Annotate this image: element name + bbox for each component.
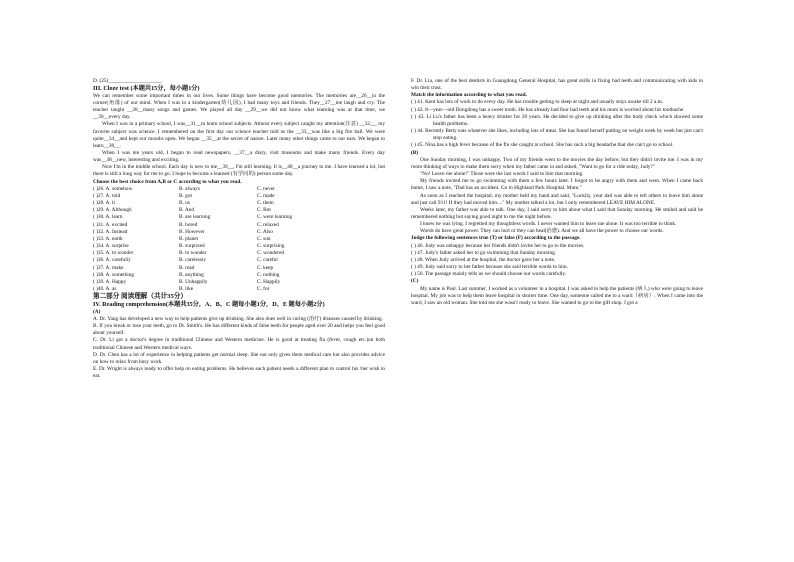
passage-b-paragraph-1: One Sunday morning, I was unhappy. Two of my friends went to the movies the day before, but they didn't invite me. I was in my room thinking of ways to make them sorry when my father came in and asked, "Want to go for a ride today, Judy?" bbox=[411, 156, 703, 170]
question-41: ( ) 41. Kent has lots of work to do every day. He has trouble getting to sleep at night and usually stays awake till 2 a.m. bbox=[411, 99, 664, 106]
option-row-34 bbox=[93, 243, 385, 250]
part-two-title: 第二部分 阅读理解（共计35分） bbox=[93, 293, 187, 301]
section-a-label: (A) bbox=[93, 308, 101, 315]
option-31-b: B. bored bbox=[179, 221, 198, 228]
cloze-paragraph-3: When I was ten years old, I began to read newspapers, __37__a diary, visit museums and make many friends. Every day was__38__new, interesting and exciting. bbox=[93, 150, 385, 164]
option-39-c: C. Happily bbox=[257, 278, 281, 285]
match-instruction: Match the information according to what you read. bbox=[411, 92, 527, 99]
option-33-c: C. sun bbox=[257, 235, 271, 242]
option-32-c: C. Also bbox=[257, 228, 273, 235]
cloze-paragraph-1: We can remember some important times in our lives. Some things have become good memories. The memories are__26__in the corner(角落) of our mind. When I was in a kindergarten(幼儿园), I had many toys and friends. They__27__me laugh and cry. The teacher taught __28__many songs and games. We played all day __29__we did not know what learning was at that time, we __30__every day. bbox=[93, 92, 385, 121]
passage-b-paragraph-3: My friends invited me to go swimming with them a few hours later. I forgot to be angry with them and went. When I came back home, I saw a note, "Dad has an accident. Go to Highland Park Hospital. Mum." bbox=[411, 178, 703, 192]
option-34-a: ( )34. A. surprise bbox=[93, 243, 129, 250]
option-26-a: ( )26. A. somehow bbox=[93, 185, 133, 192]
option-37-c: C. keep bbox=[257, 264, 274, 271]
option-33-b: B. planet bbox=[179, 235, 199, 242]
right-column bbox=[411, 78, 703, 307]
doctor-item-f: F. Dr. Liu, one of the best dentists in Guangdong General Hospital, has great skills in fixing bad teeth and communicating with kids to win their trust. bbox=[411, 78, 703, 92]
option-34-c: C. surprising bbox=[257, 243, 285, 250]
option-row-38 bbox=[93, 272, 385, 279]
passage-c-paragraph-1: My name is Paul. Last summer, I worked as a volunteer in a hospital. I was asked to help the patients (病人) who were going to leave hospital. My job was to help them leave hospital in shorter time. One day, someone called me to a ward（病房）. When I came into the ward, I saw an old woman. She told me she wasn't ready to leave. She wanted to go to the gift shop. I got a bbox=[411, 285, 703, 306]
option-32-b: B. However bbox=[179, 228, 205, 235]
option-28-b: B. us bbox=[179, 200, 190, 207]
option-row-30 bbox=[93, 214, 385, 221]
option-40-b: B. like bbox=[179, 285, 194, 292]
option-35-c: C. wondered bbox=[257, 250, 285, 257]
doctor-item-b: B. If you break or lose your teeth, go to Dr. Smith's. He has different kinds of false teeth for people aged over 20 and helps you feel good about yourself. bbox=[93, 323, 385, 337]
option-32-a: ( )32. A. Instead bbox=[93, 228, 128, 235]
option-40-c: C. for bbox=[257, 285, 270, 292]
cloze-paragraph-2: When I was in a primary school, I was__31__to learn school subjects. Almost every subject caught my attention(注意) __32__, my favorite subject was science. I remembered on the first day our science teacher told us the __33__was like a big fire ball. We were quite__34__and kept our mouths open. We began __35__at the secret of nature. Later many other things came to our ears. We began to learn__36__. bbox=[93, 121, 385, 149]
cloze-instruction: Choose the best choice from A,B or C according to what you read. bbox=[93, 178, 242, 185]
question-43: ( ) 43. Li Lu's father has been a heavy drinker for 20 years. He decided to give up drinking after the body check which showed some health problems. bbox=[411, 113, 703, 127]
question-47: ( ) 47. Judy's father asked her to go swimming that Sunday morning. bbox=[411, 249, 557, 256]
option-26-b: B. always bbox=[179, 185, 200, 192]
option-row-39 bbox=[93, 279, 385, 286]
cloze-paragraph-4: Now I'm in the middle school. Each day is new to me__39__, I'm still learning. It is__40__a journey to me. I have learned a lot, but there is still a long way for me to go. I hope to become a learned (有学问的) person some day. bbox=[93, 164, 385, 178]
option-row-27 bbox=[93, 193, 385, 200]
cloze-test-title: III. Cloze test (本题共15分，每小题1分) bbox=[93, 85, 200, 93]
option-30-b: B. are learning bbox=[179, 214, 211, 221]
doctor-item-c: C. Dr. Li got a doctor's degree in traditional Chinese and Western medicine. He is good at treating flu (fever, cough etc.)on both traditional Chinese and Western medical ways. bbox=[93, 337, 385, 351]
option-31-a: ( )31. A. excited bbox=[93, 221, 128, 228]
option-31-c: C. relaxed bbox=[257, 221, 279, 228]
option-row-29 bbox=[93, 207, 385, 214]
question-42: ( ) 42. 8—year—old Dongdong has a sweet tooth. He has already had four bad teeth and his mum is worried about his toothache. bbox=[411, 106, 685, 113]
option-36-c: C. careful bbox=[257, 257, 278, 264]
option-34-b: B. surprised bbox=[179, 243, 205, 250]
left-column bbox=[93, 78, 385, 380]
option-38-c: C. nothing bbox=[257, 271, 280, 278]
option-38-a: ( )38. A. something bbox=[93, 271, 135, 278]
option-35-b: B. to wonder bbox=[179, 250, 207, 257]
question-46: ( ) 46. Judy was unhappy because her friends didn't invite her to go to the movies. bbox=[411, 242, 585, 249]
cloze-options bbox=[93, 186, 385, 293]
option-37-a: ( )37. A. make bbox=[93, 264, 124, 271]
passage-b-paragraph-2: "No! Leave me alone!" Those were the last words I said to him that morning. bbox=[420, 171, 584, 178]
option-row-26 bbox=[93, 186, 385, 193]
option-38-b: B. anything bbox=[179, 271, 204, 278]
answer-line-25: D. (25)____________________. bbox=[93, 78, 163, 84]
option-36-a: ( )36. A. carefully bbox=[93, 257, 131, 264]
passage-b-paragraph-6: I knew he was lying. I regretted my thoughtless words. I never wanted him to leave me alone. It was too terrible to think. bbox=[420, 221, 677, 228]
option-27-a: ( )27. A. told bbox=[93, 192, 121, 199]
option-40-a: ( )40. A. as bbox=[93, 285, 117, 292]
passage-b-paragraph-7: Words do have great power. They can hurt or they can heal(治愈). And we all have the power to choose our words. bbox=[420, 228, 664, 235]
option-row-28 bbox=[93, 200, 385, 207]
question-44: ( ) 44. Recently Betty eats whatever she likes, including lots of meat. She has found herself putting on weight week by week but just can't stop eating. bbox=[411, 128, 703, 142]
option-29-b: B. And bbox=[179, 207, 195, 214]
option-36-b: B. carelessly bbox=[179, 257, 207, 264]
option-28-a: ( )28. A. it bbox=[93, 200, 115, 207]
option-35-a: ( )35. A. to wonder bbox=[93, 250, 134, 257]
option-row-32 bbox=[93, 229, 385, 236]
option-39-b: B. Unhappily bbox=[179, 278, 208, 285]
question-48: ( ) 48. When Judy arrived at the hospital, the doctor gave her a note. bbox=[411, 256, 556, 263]
option-39-a: ( )39. A. Happy bbox=[93, 278, 127, 285]
section-c-label: (C) bbox=[411, 278, 419, 285]
option-row-35 bbox=[93, 250, 385, 257]
passage-b-paragraph-5: Weeks later, my father was able to talk. One day, I said sorry to him about what I said that Sunday morning. He smiled and said he remembered nothing but saying good night to me the night before. bbox=[411, 206, 703, 220]
option-37-b: B. read bbox=[179, 264, 195, 271]
option-row-36 bbox=[93, 257, 385, 264]
passage-b-paragraph-4: As soon as I reached the hospital, my mother held my hand and said, "Luckily, your dad was able to tell others to leave him alone and just call 911! If they had moved him...." My mother talked a lot, but I only remembered LEAVE HIM ALONE. bbox=[411, 192, 703, 206]
option-29-a: ( )29. A. Although bbox=[93, 207, 132, 214]
reading-comprehension-title: IV. Reading comprehension(本题共35分，A、B、C 题每小题1分，D、E 题每小题2分) bbox=[93, 301, 325, 309]
option-33-a: ( )33. A. earth bbox=[93, 235, 123, 242]
option-27-b: B. got bbox=[179, 192, 192, 199]
option-row-37 bbox=[93, 265, 385, 272]
judge-instruction: Judge the following sentences true (T) or false (F) according to the passage. bbox=[411, 235, 581, 242]
section-b-label: (B) bbox=[411, 149, 419, 156]
option-row-33 bbox=[93, 236, 385, 243]
question-45: ( ) 45. Nina has a high fever because of the flu she caught at school. She has such a big headache that she can't go to school. bbox=[411, 142, 674, 149]
question-50: ( ) 50. The passage mainly tells us we should choose our words carefully. bbox=[411, 271, 567, 278]
option-30-a: ( )30. A. learn bbox=[93, 214, 123, 221]
option-28-c: C. them bbox=[257, 200, 274, 207]
doctor-item-e: E. Dr. Wright is always ready to offer help on eating problems. He believes each patient needs a different plan to control his /her wish to eat. bbox=[93, 365, 385, 380]
option-row-31 bbox=[93, 222, 385, 229]
question-49: ( ) 49. Judy said sorry to her father because she said terrible words to him. bbox=[411, 264, 568, 271]
option-26-c: C. never bbox=[257, 185, 275, 192]
option-27-c: C. made bbox=[257, 192, 275, 199]
doctor-item-d: D. Dr. Chen has a lot of experience in helping patients get normal sleep. She not only gives them medical care but also provides advice on how to relax from busy work. bbox=[93, 351, 385, 365]
option-29-c: C. But bbox=[257, 207, 271, 214]
doctor-item-a: A. Dr. Yang has developed a new way to help patients give up drinking. She also does well in curing (治疗) diseases caused by drinking. bbox=[93, 315, 383, 322]
option-30-c: C. were learning bbox=[257, 214, 293, 221]
